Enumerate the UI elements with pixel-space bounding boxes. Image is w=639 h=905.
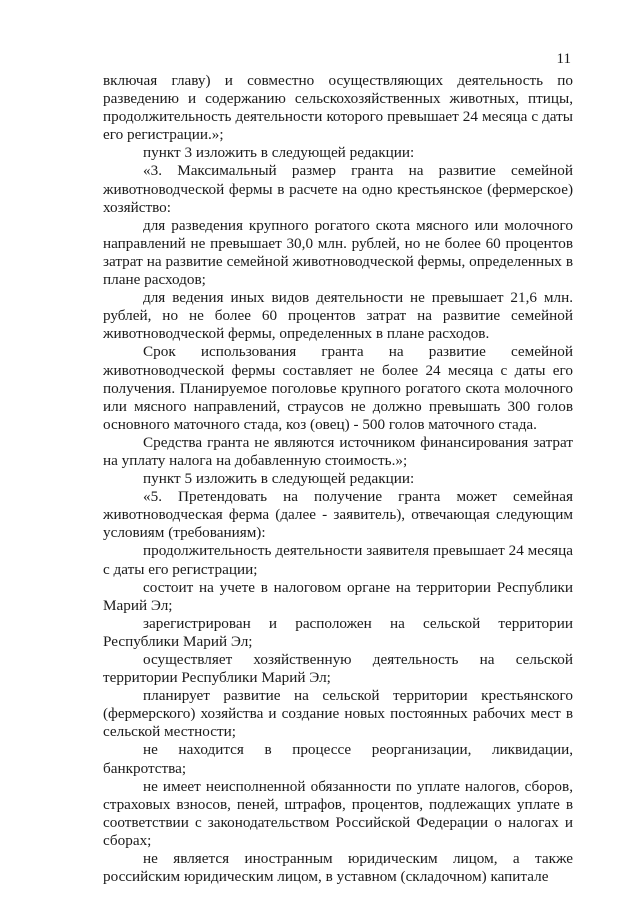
paragraph: не находится в процессе реорганизации, ликвидации, банкротства; <box>103 741 573 777</box>
paragraph: для разведения крупного рогатого скота мясного или молочного направлений не превышает 30,0 млн. рублей, но не более 60 процентов затрат на развитие семейной животноводческой фермы, определенных в плане расходов; <box>103 216 573 289</box>
page-number: 11 <box>556 51 571 67</box>
paragraph: не является иностранным юридическим лицом, а также российским юридическим лицом, в уставном (складочном) капитале <box>103 850 573 886</box>
paragraph: «3. Максимальный размер гранта на развитие семейной животноводческой фермы в расчете на одно крестьянское (фермерское) хозяйство: <box>103 162 573 216</box>
paragraph: состоит на учете в налоговом органе на территории Республики Марий Эл; <box>103 578 573 614</box>
paragraph: осуществляет хозяйственную деятельность на сельской территории Республики Марий Эл; <box>103 651 573 687</box>
document-body <box>103 72 573 886</box>
paragraph: Срок использования гранта на развитие семейной животноводческой фермы составляет не более 24 месяца с даты его получения. Планируемое поголовье крупного рогатого скота молочного или мясного направлений, страусов не должно превышать 300 голов основного маточного стада, коз (овец) - 500 голов маточного стада. <box>103 343 573 433</box>
paragraph: для ведения иных видов деятельности не превышает 21,6 млн. рублей, но не более 60 процентов затрат на развитие семейной животноводческой фермы, определенных в плане расходов. <box>103 289 573 343</box>
paragraph: «5. Претендовать на получение гранта может семейная животноводческая ферма (далее - заявитель), отвечающая следующим условиям (требованиям): <box>103 488 573 542</box>
paragraph: пункт 5 изложить в следующей редакции: <box>143 470 415 488</box>
paragraph: зарегистрирован и расположен на сельской территории Республики Марий Эл; <box>103 614 573 650</box>
paragraph: планирует развитие на сельской территории крестьянского (фермерского) хозяйства и создание новых постоянных рабочих мест в сельской местности; <box>103 687 573 741</box>
paragraph: продолжительность деятельности заявителя превышает 24 месяца с даты его регистрации; <box>103 542 573 578</box>
paragraph: включая главу) и совместно осуществляющих деятельность по разведению и содержанию сельскохозяйственных животных, птицы, продолжительность деятельности которого превышает 24 месяца с даты его регистрации.»; <box>103 72 573 144</box>
paragraph: Средства гранта не являются источником финансирования затрат на уплату налога на добавленную стоимость.»; <box>103 433 573 469</box>
paragraph: не имеет неисполненной обязанности по уплате налогов, сборов, страховых взносов, пеней, штрафов, процентов, подлежащих уплате в соответствии с законодательством Российской Федерации о налогах и сборах; <box>103 777 573 849</box>
paragraph: пункт 3 изложить в следующей редакции: <box>143 144 415 162</box>
